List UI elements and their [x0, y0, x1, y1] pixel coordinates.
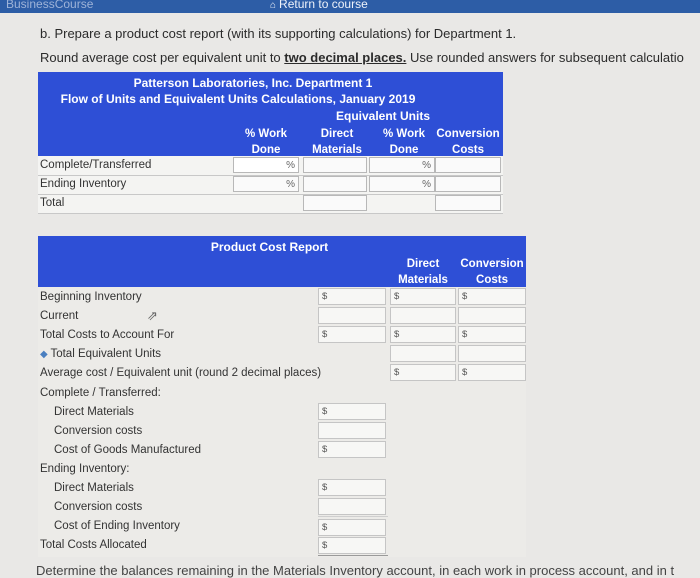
cc-units-input[interactable] — [435, 176, 501, 192]
beginning-dm-input[interactable]: $ — [390, 288, 456, 305]
question-emphasis: two decimal places. — [284, 50, 407, 65]
beginning-cc-input[interactable]: $ — [458, 288, 526, 305]
return-label: Return to course — [279, 0, 368, 11]
row-label: Conversion costs — [54, 425, 143, 437]
col-header-pct-work-1: % Work Done — [245, 128, 287, 156]
table-row — [38, 156, 503, 176]
row-label: Cost of Ending Inventory — [54, 520, 180, 532]
dm-units-input[interactable] — [303, 176, 367, 192]
next-question-text: Determine the balances remaining in the Materials Inventory account, in each work in process account, and in t — [36, 563, 675, 578]
flow-units-table — [38, 156, 503, 214]
dm-units-input[interactable] — [303, 157, 367, 173]
company-title: Patterson Laboratories, Inc. Department 1 — [133, 76, 373, 90]
row-label: Total Costs Allocated — [40, 539, 147, 551]
current-dm-input[interactable] — [390, 307, 456, 324]
ending-dm-input[interactable]: $ — [318, 479, 386, 496]
cogm-input[interactable]: $ — [318, 441, 386, 458]
flow-of-units-header — [38, 72, 503, 159]
col-header-conversion-costs: Conversion Costs — [460, 258, 524, 286]
mouse-cursor-icon: ⇗ — [147, 308, 158, 323]
ending-inventory-cost-input[interactable]: $ — [318, 519, 386, 536]
row-label: Direct Materials — [54, 482, 134, 494]
product-cost-report-title: Product Cost Report — [210, 240, 329, 254]
row-label: Current — [40, 310, 79, 322]
row-label: Conversion costs — [54, 501, 143, 513]
transferred-dm-input[interactable]: $ — [318, 403, 386, 420]
row-label: ◆ Total Equivalent Units — [40, 348, 162, 360]
return-to-course-link[interactable] — [270, 0, 368, 12]
row-label: Direct Materials — [54, 406, 134, 418]
row-label: Total Costs to Account For — [40, 329, 175, 341]
total-eq-dm-input[interactable] — [390, 345, 456, 362]
pct-work-input[interactable]: % — [233, 176, 299, 192]
top-nav-bar — [0, 0, 700, 13]
table-row — [38, 194, 503, 214]
row-label: Total — [40, 197, 65, 209]
cc-units-input[interactable] — [435, 157, 501, 173]
info-icon[interactable]: ◆ — [40, 349, 51, 360]
total-allocated-input[interactable]: $ — [318, 537, 386, 554]
section-heading: Ending Inventory: — [40, 463, 130, 475]
col-header-direct-materials: Direct Materials — [398, 258, 448, 286]
current-cc-input[interactable] — [458, 307, 526, 324]
question-text-c: Use rounded answers for subsequent calculatio — [406, 50, 684, 65]
row-label: Cost of Goods Manufactured — [54, 444, 202, 456]
home-icon: ⌂ — [270, 0, 277, 11]
cc-total-input[interactable] — [435, 195, 501, 211]
total-rule — [318, 555, 388, 556]
product-cost-report-header — [38, 236, 526, 287]
col-header-direct-materials: Direct Materials — [312, 128, 362, 156]
transferred-cc-input[interactable] — [318, 422, 386, 439]
total-eq-cc-input[interactable] — [458, 345, 526, 362]
total-costs-dm-input[interactable]: $ — [390, 326, 456, 343]
question-line-1: b. Prepare a product cost report (with its supporting calculations) for Department 1. — [40, 26, 517, 41]
subtotal-rule — [318, 516, 388, 517]
total-costs-cc-input[interactable]: $ — [458, 326, 526, 343]
table-row — [38, 175, 503, 195]
current-total-input[interactable] — [318, 307, 386, 324]
row-label: Ending Inventory — [40, 178, 127, 190]
dm-total-input[interactable] — [303, 195, 367, 211]
row-label: Average cost / Equivalent unit (round 2 decimal places) — [40, 367, 322, 379]
pct-work-input[interactable]: % — [369, 157, 435, 173]
equivalent-units-heading: Equivalent Units — [335, 109, 430, 123]
report-title: Flow of Units and Equivalent Units Calculations, January 2019 — [60, 92, 416, 106]
beginning-total-input[interactable]: $ — [318, 288, 386, 305]
row-label: Complete/Transferred — [40, 159, 152, 171]
avg-cost-cc-input[interactable]: $ — [458, 364, 526, 381]
col-header-pct-work-2: % Work Done — [383, 128, 425, 156]
total-costs-input[interactable]: $ — [318, 326, 386, 343]
section-heading: Complete / Transferred: — [40, 387, 161, 399]
pct-work-input[interactable]: % — [233, 157, 299, 173]
ending-cc-input[interactable] — [318, 498, 386, 515]
question-line-2 — [40, 50, 684, 65]
avg-cost-dm-input[interactable]: $ — [390, 364, 456, 381]
row-label: Beginning Inventory — [40, 291, 142, 303]
pct-work-input[interactable]: % — [369, 176, 435, 192]
brand-logo[interactable]: BusinessCourse — [6, 0, 94, 11]
question-text-a: Round average cost per equivalent unit to — [40, 50, 285, 65]
col-header-conversion-costs: Conversion Costs — [436, 128, 500, 156]
